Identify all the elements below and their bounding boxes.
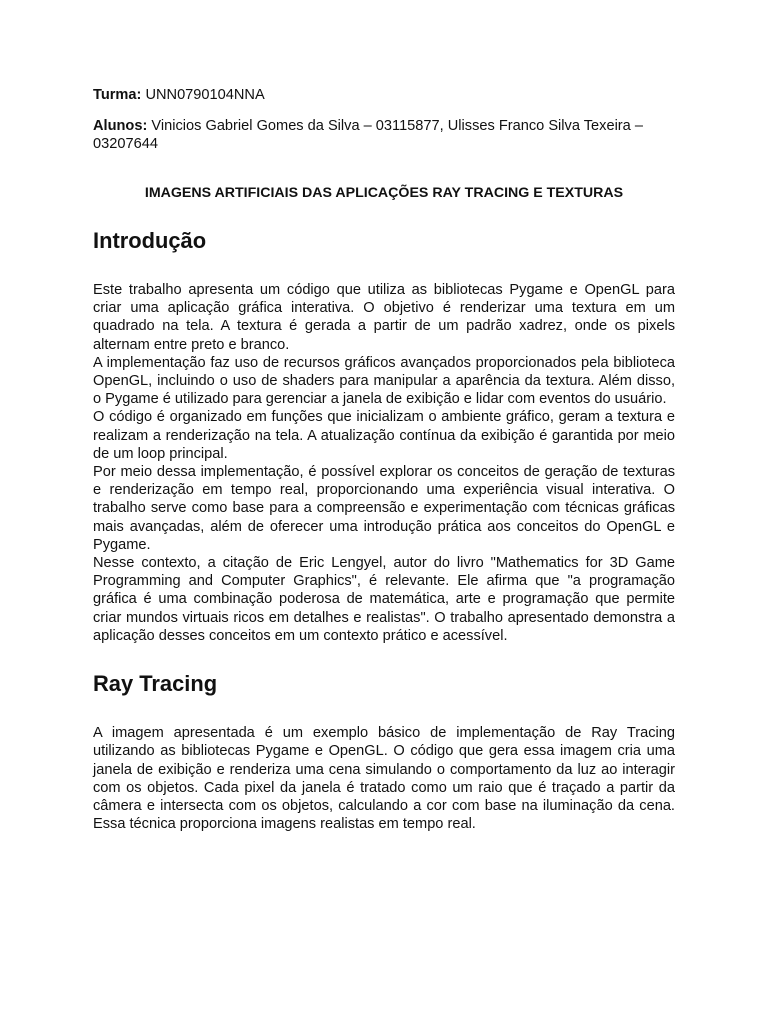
section-heading-introducao: Introdução	[93, 227, 207, 253]
ray-tracing-body	[93, 724, 675, 833]
alunos-value: Vinicios Gabriel Gomes da Silva – 03115877, Ulisses Franco Silva Texeira – 03207644	[93, 118, 643, 153]
section-heading-ray-tracing: Ray Tracing	[93, 671, 218, 697]
ray-tracing-paragraph: A imagem apresentada é um exemplo básico de implementação de Ray Tracing utilizando as bibliotecas Pygame e OpenGL. O código que gera essa imagem cria uma janela de exibição e renderiza uma cena simulando o comportamento da luz ao interagir com os objetos. Cada pixel da janela é tratado como um raio que é traçado a partir da câmera e intersecta com os objetos, calculando a cor com base na iluminação da cena. Essa técnica proporciona imagens realistas em tempo real.	[93, 725, 675, 833]
alunos-line	[93, 117, 675, 153]
introducao-body	[93, 281, 675, 645]
introducao-paragraph: Este trabalho apresenta um código que utiliza as bibliotecas Pygame e OpenGL para criar uma aplicação gráfica interativa. O objetivo é renderizar uma textura em um quadrado na tela. A textura é gerada a partir de um padrão xadrez, onde os pixels alternam entre preto e branco.	[93, 282, 675, 353]
alunos-label: Alunos:	[93, 118, 148, 135]
document-page	[93, 86, 675, 834]
introducao-paragraph: A implementação faz uso de recursos gráficos avançados proporcionados pela biblioteca OpenGL, incluindo o uso de shaders para manipular a aparência da textura. Além disso, o Pygame é utilizado para gerenciar a janela de exibição e lidar com eventos do usuário.	[93, 354, 675, 408]
turma-line	[93, 86, 675, 104]
introducao-paragraph: O código é organizado em funções que inicializam o ambiente gráfico, geram a textura e realizam a renderização na tela. A atualização contínua da exibição é garantida por meio de um loop principal.	[93, 409, 675, 462]
introducao-paragraph: Por meio dessa implementação, é possível explorar os conceitos de geração de texturas e renderização em tempo real, proporcionando uma experiência visual interativa. O trabalho serve como base para a compreensão e experimentação com técnicas gráficas mais avançadas, além de oferecer uma introdução prática aos conceitos do OpenGL e Pygame.	[93, 464, 675, 553]
document-title: IMAGENS ARTIFICIAIS DAS APLICAÇÕES RAY TRACING E TEXTURAS	[144, 184, 624, 201]
introducao-paragraph: Nesse contexto, a citação de Eric Lengyel, autor do livro "Mathematics for 3D Game Programming and Computer Graphics", é relevante. Ele afirma que "a programação gráfica é uma combinação poderosa de matemática, arte e programação que permite criar mundos virtuais ricos em detalhes e realistas". O trabalho apresentado demonstra a aplicação desses conceitos em um contexto prático e acessível.	[93, 555, 675, 644]
turma-value: UNN0790104NNA	[145, 87, 265, 103]
turma-label: Turma:	[93, 87, 142, 103]
